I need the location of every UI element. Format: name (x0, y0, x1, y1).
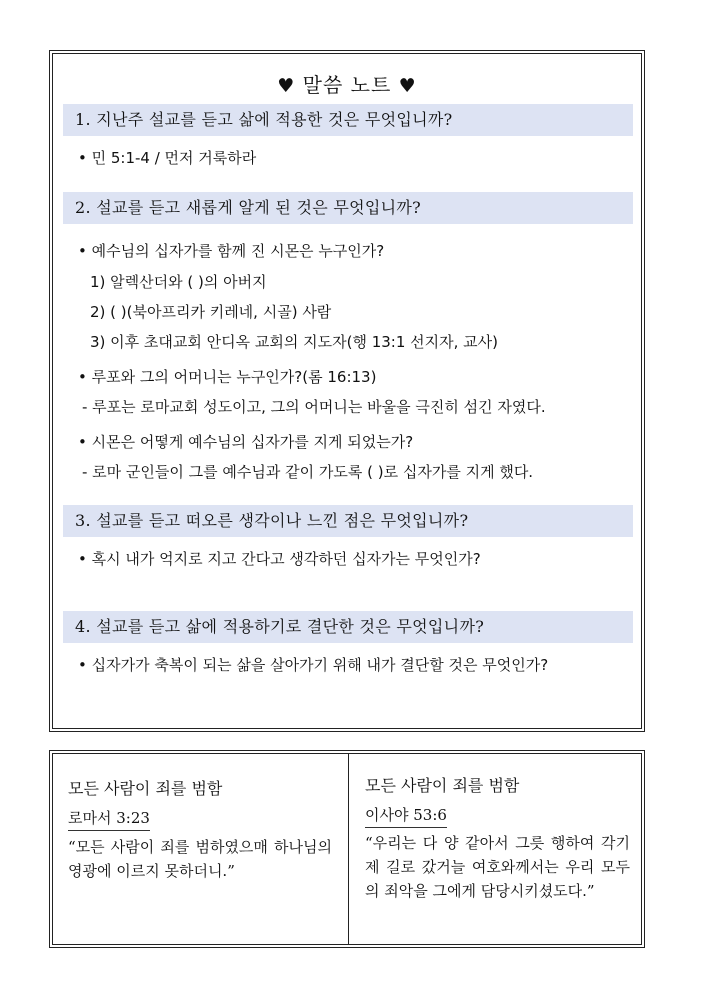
q2-simon-item-1: 1) 알렉산더와 ( )의 아버지 (90, 273, 267, 291)
q2-simon-item-3: 3) 이후 초대교회 안디옥 교회의 지도자(행 13:1 선지자, 교사) (90, 333, 498, 351)
verse-title: 모든 사람이 죄를 범함 (365, 776, 520, 795)
q3-bullet: • 혹시 내가 억지로 지고 간다고 생각하던 십자가는 무엇인가? (78, 550, 481, 568)
verse-text: “모든 사람이 죄를 범하였으매 하나님의 영광에 이르지 못하더니.” (68, 838, 332, 880)
verse-title: 모든 사람이 죄를 범함 (68, 779, 223, 798)
heart-icon: ♥ (398, 75, 417, 97)
sermon-notes-box (49, 50, 645, 732)
q2-bullet-cross: • 시몬은 어떻게 예수님의 십자가를 지게 되었는가? (78, 433, 414, 451)
q1-answer: • 민 5:1-4 / 먼저 거룩하라 (78, 149, 257, 167)
verse-text: “우리는 다 양 같아서 그릇 행하여 각기 제 길로 갔거늘 여호와께서는 우리 모두의 죄악을 그에게 담당시키셨도다.” (365, 834, 630, 900)
question-heading-2: 2. 설교를 듣고 새롭게 알게 된 것은 무엇입니까? (63, 192, 633, 224)
q2-bullet-rufus: • 루포와 그의 어머니는 누구인가?(롬 16:13) (78, 368, 377, 386)
memory-verses-box (49, 750, 645, 948)
question-heading-3: 3. 설교를 듣고 떠오른 생각이나 느낀 점은 무엇입니까? (63, 505, 633, 537)
page-title (50, 69, 644, 98)
q2-cross-answer: - 로마 군인들이 그를 예수님과 같이 가도록 ( )로 십자가를 지게 했다. (82, 463, 534, 481)
verse-reference: 이사야 53:6 (365, 804, 447, 828)
page-title-text: 말씀 노트 (302, 73, 392, 97)
column-divider (348, 753, 349, 945)
q4-bullet: • 십자가가 축복이 되는 삶을 살아가기 위해 내가 결단할 것은 무엇인가? (78, 656, 549, 674)
q2-simon-item-2: 2) ( )(북아프리카 키레네, 시골) 사람 (90, 303, 332, 321)
question-heading-1: 1. 지난주 설교를 듣고 삶에 적용한 것은 무엇입니까? (63, 104, 633, 136)
verse-reference: 로마서 3:23 (68, 807, 150, 831)
question-heading-4: 4. 설교를 듣고 삶에 적용하기로 결단한 것은 무엇입니까? (63, 611, 633, 643)
heart-icon: ♥ (277, 75, 296, 97)
q2-bullet-simon: • 예수님의 십자가를 함께 진 시몬은 누구인가? (78, 242, 385, 260)
q2-rufus-answer: - 루포는 로마교회 성도이고, 그의 어머니는 바울을 극진히 섬긴 자였다. (82, 398, 546, 416)
